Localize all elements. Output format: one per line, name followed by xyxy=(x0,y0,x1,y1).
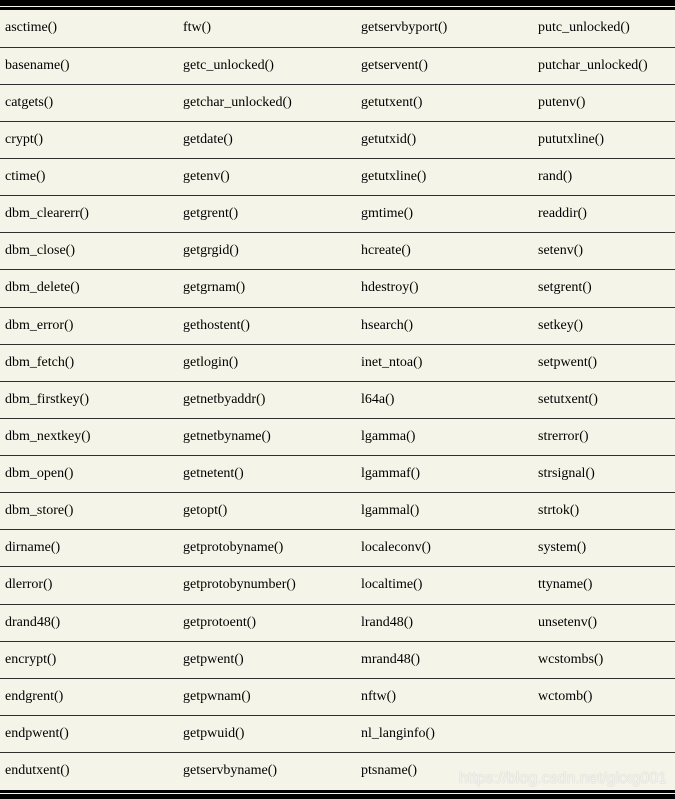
table-row xyxy=(0,753,675,790)
function-cell: mrand48() xyxy=(356,641,533,678)
function-cell: setgrent() xyxy=(533,270,675,307)
table-row xyxy=(0,307,675,344)
function-cell: localtime() xyxy=(356,567,533,604)
function-cell: pututxline() xyxy=(533,121,675,158)
function-cell: lgamma() xyxy=(356,418,533,455)
function-table xyxy=(0,10,675,790)
function-cell: dlerror() xyxy=(0,567,178,604)
function-cell: setutxent() xyxy=(533,381,675,418)
function-cell: getenv() xyxy=(178,159,356,196)
watermark: https://blog.csdn.net/gkxg001 xyxy=(458,770,667,787)
function-cell: dbm_delete() xyxy=(0,270,178,307)
function-cell: lrand48() xyxy=(356,604,533,641)
function-cell: gmtime() xyxy=(356,196,533,233)
function-cell: getutxline() xyxy=(356,159,533,196)
table-row xyxy=(0,604,675,641)
table-row xyxy=(0,418,675,455)
function-cell: hsearch() xyxy=(356,307,533,344)
function-cell: strtok() xyxy=(533,493,675,530)
function-cell xyxy=(533,715,675,752)
function-cell: dbm_open() xyxy=(0,456,178,493)
function-cell: system() xyxy=(533,530,675,567)
function-cell: endgrent() xyxy=(0,678,178,715)
function-cell: getchar_unlocked() xyxy=(178,84,356,121)
function-cell: getopt() xyxy=(178,493,356,530)
function-cell: getpwnam() xyxy=(178,678,356,715)
function-cell: dbm_firstkey() xyxy=(0,381,178,418)
function-cell: wctomb() xyxy=(533,678,675,715)
function-cell: asctime() xyxy=(5,20,58,36)
function-cell: unsetenv() xyxy=(533,604,675,641)
function-cell: getprotoent() xyxy=(178,604,356,641)
function-cell: drand48() xyxy=(0,604,178,641)
function-cell: getgrent() xyxy=(178,196,356,233)
function-cell: getservent() xyxy=(356,47,533,84)
function-cell: putenv() xyxy=(533,84,675,121)
function-cell: getutxid() xyxy=(356,121,533,158)
function-cell: ptsname() xyxy=(356,753,533,790)
function-cell: endutxent() xyxy=(0,753,178,790)
function-cell: dirname() xyxy=(0,530,178,567)
table-row xyxy=(0,84,675,121)
table-row xyxy=(0,47,675,84)
function-cell: getnetent() xyxy=(178,456,356,493)
function-cell: getnetbyaddr() xyxy=(178,381,356,418)
function-cell: getservbyname() xyxy=(178,753,356,790)
function-cell: dbm_fetch() xyxy=(0,344,178,381)
function-cell: dbm_error() xyxy=(0,307,178,344)
function-cell: basename() xyxy=(0,47,178,84)
table-row xyxy=(0,196,675,233)
table-top-rule xyxy=(0,0,675,10)
function-cell: nftw() xyxy=(356,678,533,715)
function-cell: nl_langinfo() xyxy=(356,715,533,752)
function-cell: getutxent() xyxy=(356,84,533,121)
function-cell xyxy=(533,753,675,790)
function-cell: getlogin() xyxy=(178,344,356,381)
table-row xyxy=(0,270,675,307)
function-cell: ftw() xyxy=(183,20,211,36)
function-cell: getservbyport() xyxy=(361,20,448,36)
table-row xyxy=(0,678,675,715)
table-bottom-rule xyxy=(0,790,675,799)
function-cell: putc_unlocked() xyxy=(538,20,630,36)
function-cell: setpwent() xyxy=(533,344,675,381)
function-cell: dbm_store() xyxy=(0,493,178,530)
function-cell: getpwent() xyxy=(178,641,356,678)
function-cell: hcreate() xyxy=(356,233,533,270)
function-cell: encrypt() xyxy=(0,641,178,678)
function-cell: dbm_clearerr() xyxy=(0,196,178,233)
function-cell: getpwuid() xyxy=(178,715,356,752)
table-row xyxy=(0,456,675,493)
function-cell: crypt() xyxy=(0,121,178,158)
function-cell: endpwent() xyxy=(0,715,178,752)
function-cell: rand() xyxy=(533,159,675,196)
function-cell: strerror() xyxy=(533,418,675,455)
function-cell: lgammal() xyxy=(356,493,533,530)
table-row xyxy=(0,381,675,418)
function-cell: getgrnam() xyxy=(178,270,356,307)
table-row xyxy=(0,10,675,47)
function-cell: getprotobynumber() xyxy=(178,567,356,604)
function-cell: gethostent() xyxy=(178,307,356,344)
function-cell: hdestroy() xyxy=(356,270,533,307)
table-row xyxy=(0,159,675,196)
function-table-body xyxy=(0,10,675,790)
function-cell: catgets() xyxy=(0,84,178,121)
table-row xyxy=(0,493,675,530)
function-cell: putchar_unlocked() xyxy=(533,47,675,84)
function-cell: inet_ntoa() xyxy=(356,344,533,381)
function-cell: getc_unlocked() xyxy=(178,47,356,84)
function-cell: setkey() xyxy=(533,307,675,344)
function-cell: getnetbyname() xyxy=(178,418,356,455)
function-cell: dbm_nextkey() xyxy=(0,418,178,455)
function-cell: setenv() xyxy=(533,233,675,270)
table-row xyxy=(0,530,675,567)
table-row xyxy=(0,233,675,270)
table-row xyxy=(0,121,675,158)
function-cell: strsignal() xyxy=(533,456,675,493)
function-cell: readdir() xyxy=(533,196,675,233)
function-cell: wcstombs() xyxy=(533,641,675,678)
function-cell: lgammaf() xyxy=(356,456,533,493)
function-cell: getdate() xyxy=(178,121,356,158)
function-cell: l64a() xyxy=(356,381,533,418)
table-row xyxy=(0,641,675,678)
function-cell: getgrgid() xyxy=(178,233,356,270)
function-cell: ctime() xyxy=(0,159,178,196)
table-row xyxy=(0,344,675,381)
table-row xyxy=(0,567,675,604)
table-row xyxy=(0,715,675,752)
function-cell: ttyname() xyxy=(533,567,675,604)
function-cell: dbm_close() xyxy=(0,233,178,270)
function-cell: getprotobyname() xyxy=(178,530,356,567)
function-cell: localeconv() xyxy=(356,530,533,567)
